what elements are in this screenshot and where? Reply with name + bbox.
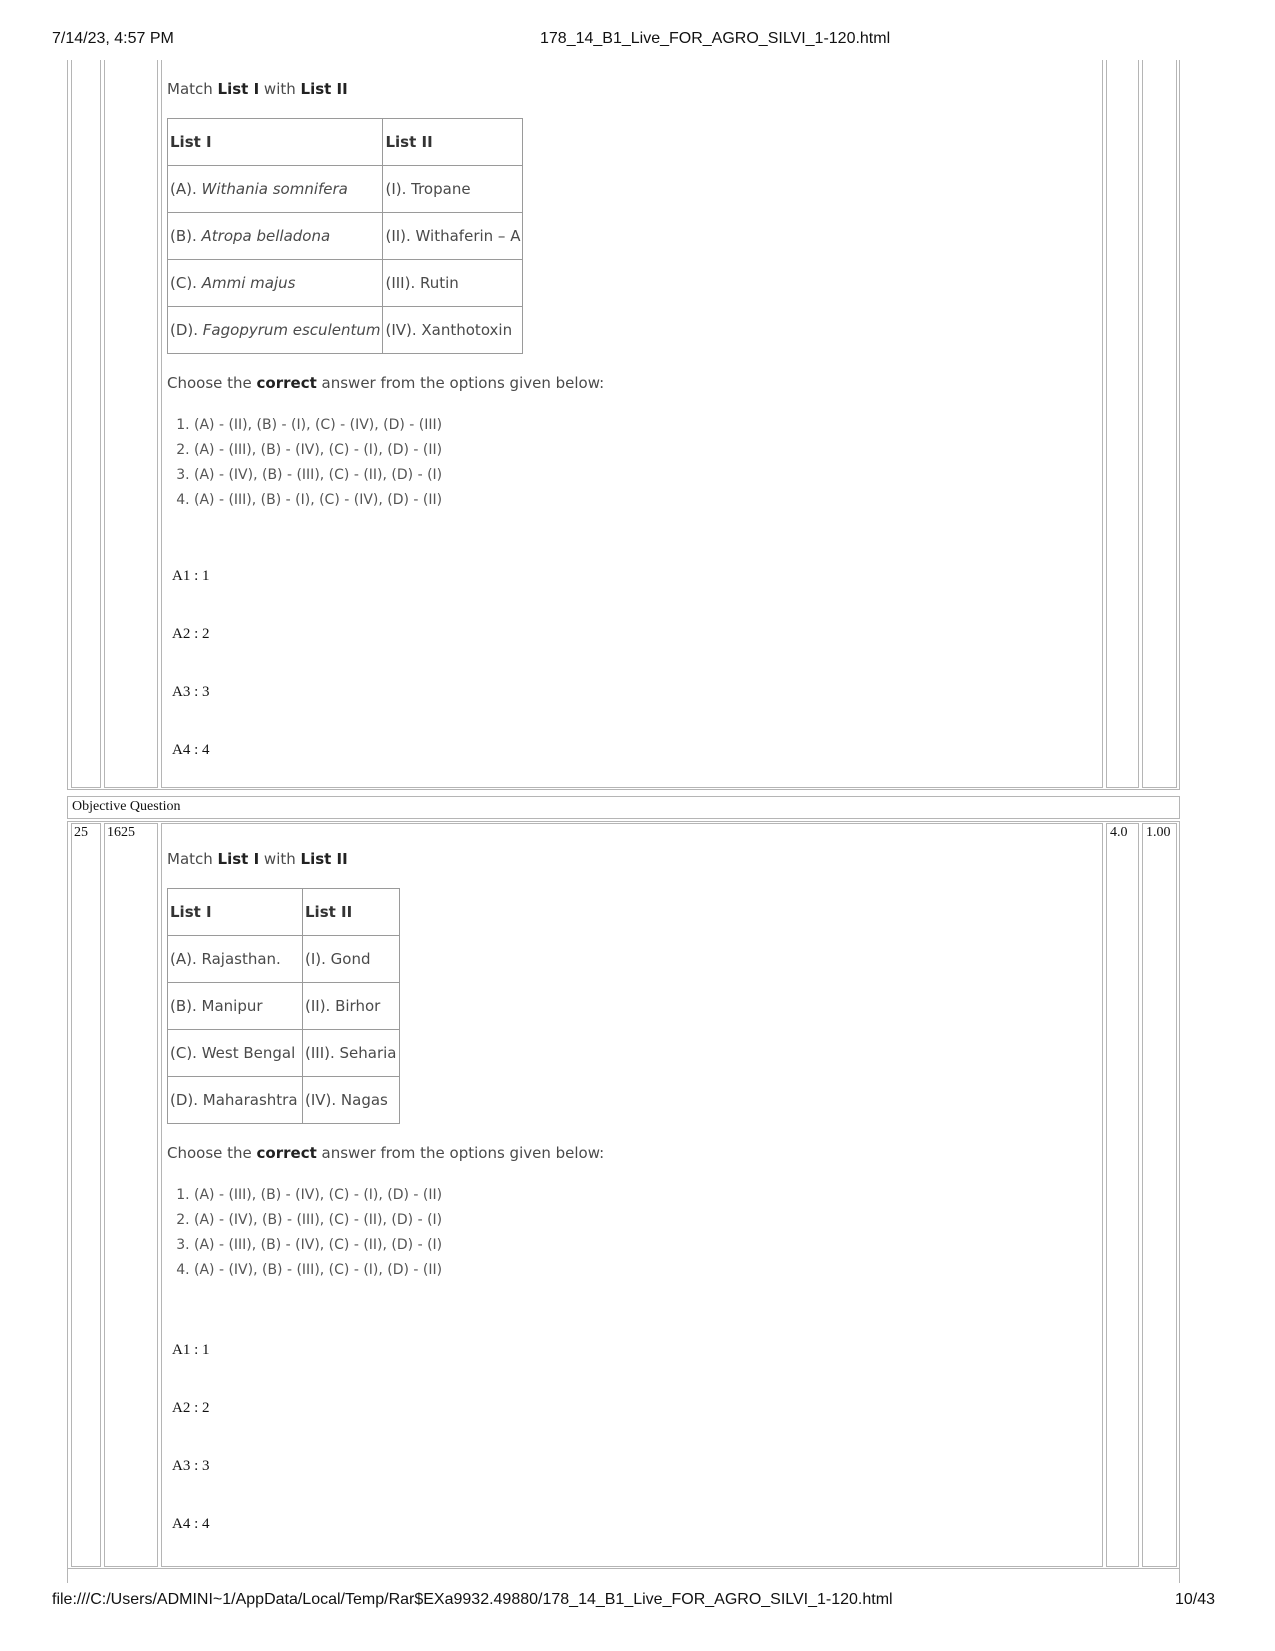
list-i-cell: (C). West Bengal — [168, 1030, 303, 1077]
options-list — [168, 1183, 442, 1283]
answer-option-3: A3 : 3 — [172, 1458, 210, 1474]
print-page-number: 10/43 — [1175, 1591, 1216, 1608]
list-ii-cell: (III). Seharia — [303, 1030, 400, 1077]
answer-option-3: A3 : 3 — [172, 684, 210, 700]
choose-instruction: Choose the correct answer from the options given below: — [167, 374, 605, 392]
answer-option-1: A1 : 1 — [172, 1342, 210, 1358]
marks-cell — [1106, 823, 1139, 1567]
option-item: 4. (A) - (IV), (B) - (III), (C) - (I), (D) - (II) — [194, 1258, 442, 1283]
list-ii-cell: (I). Gond — [303, 936, 400, 983]
serial-number: 25 — [74, 825, 88, 840]
table-row — [168, 213, 523, 260]
table-row — [168, 307, 523, 354]
options-list — [168, 413, 442, 513]
negative-marks-value: 1.00 — [1146, 825, 1171, 840]
print-doc-title: 178_14_B1_Live_FOR_AGRO_SILVI_1-120.html — [540, 30, 891, 47]
list-ii-header: List II — [383, 119, 523, 166]
list-i-cell: (D). Maharashtra — [168, 1077, 303, 1124]
option-item: 3. (A) - (III), (B) - (IV), (C) - (II), (D) - (I) — [194, 1233, 442, 1258]
list-ii-cell: (III). Rutin — [383, 260, 523, 307]
list-i-cell: (A). Withania somnifera — [168, 166, 383, 213]
page-border-left — [67, 1569, 68, 1583]
list-ii-cell: (II). Withaferin – A — [383, 213, 523, 260]
match-table — [167, 888, 400, 1124]
list-i-cell: (B). Atropa belladona — [168, 213, 383, 260]
table-header-row — [168, 889, 400, 936]
serial-cell — [71, 60, 101, 788]
answer-option-4: A4 : 4 — [172, 742, 210, 758]
list-i-header: List I — [168, 889, 303, 936]
print-file-path: file:///C:/Users/ADMINI~1/AppData/Local/Temp/Rar$EXa9932.49880/178_14_B1_Live_FOR_AGRO_SILVI_1-120.html — [52, 1591, 893, 1608]
negative-marks-cell — [1142, 823, 1177, 1567]
answer-option-2: A2 : 2 — [172, 626, 210, 642]
table-row — [168, 1030, 400, 1077]
table-row — [168, 936, 400, 983]
answer-option-1: A1 : 1 — [172, 568, 210, 584]
option-item: 2. (A) - (IV), (B) - (III), (C) - (II), (D) - (I) — [194, 1208, 442, 1233]
list-ii-cell: (I). Tropane — [383, 166, 523, 213]
list-i-cell: (A). Rajasthan. — [168, 936, 303, 983]
choose-instruction: Choose the correct answer from the options given below: — [167, 1144, 605, 1162]
section-label: Objective Question — [72, 799, 181, 814]
match-table — [167, 118, 523, 354]
section-label-row — [67, 796, 1180, 819]
option-item: 2. (A) - (III), (B) - (IV), (C) - (I), (D) - (II) — [194, 438, 442, 463]
list-i-cell: (C). Ammi majus — [168, 260, 383, 307]
answer-option-4: A4 : 4 — [172, 1516, 210, 1532]
serial-cell — [71, 823, 101, 1567]
table-row — [168, 260, 523, 307]
option-item: 3. (A) - (IV), (B) - (III), (C) - (II), (D) - (I) — [194, 463, 442, 488]
list-ii-header: List II — [303, 889, 400, 936]
negative-marks-cell — [1142, 60, 1177, 788]
question-id: 1625 — [107, 825, 135, 840]
option-item: 1. (A) - (II), (B) - (I), (C) - (IV), (D) - (III) — [194, 413, 442, 438]
option-item: 4. (A) - (III), (B) - (I), (C) - (IV), (D) - (II) — [194, 488, 442, 513]
qid-cell — [104, 60, 158, 788]
table-row — [168, 983, 400, 1030]
list-ii-cell: (IV). Nagas — [303, 1077, 400, 1124]
marks-value: 4.0 — [1110, 825, 1128, 840]
marks-cell — [1106, 60, 1139, 788]
list-i-cell: (B). Manipur — [168, 983, 303, 1030]
qid-cell — [104, 823, 158, 1567]
table-row — [168, 166, 523, 213]
answer-option-2: A2 : 2 — [172, 1400, 210, 1416]
page-border-right — [1179, 1569, 1180, 1583]
print-datetime: 7/14/23, 4:57 PM — [52, 30, 174, 47]
list-ii-cell: (II). Birhor — [303, 983, 400, 1030]
list-i-header: List I — [168, 119, 383, 166]
match-instruction: Match List I with List II — [167, 850, 348, 868]
list-i-cell: (D). Fagopyrum esculentum — [168, 307, 383, 354]
table-header-row — [168, 119, 523, 166]
table-row — [168, 1077, 400, 1124]
option-item: 1. (A) - (III), (B) - (IV), (C) - (I), (D) - (II) — [194, 1183, 442, 1208]
list-ii-cell: (IV). Xanthotoxin — [383, 307, 523, 354]
match-instruction: Match List I with List II — [167, 80, 348, 98]
